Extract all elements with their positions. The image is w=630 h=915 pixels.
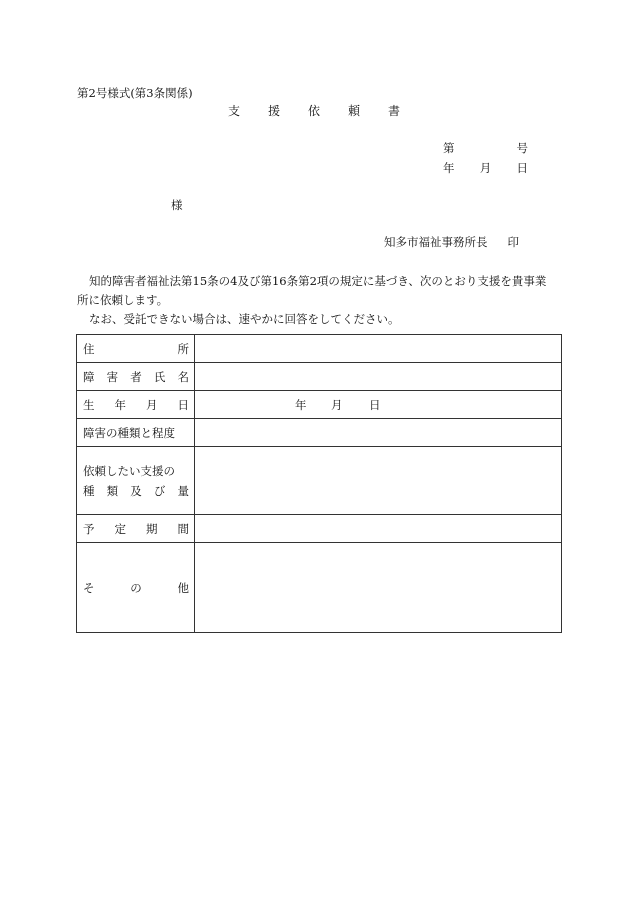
table-row-name (77, 363, 562, 391)
seal-mark: 印 (507, 235, 519, 249)
support-request-label: 依頼したい支援の 種 類 及 び 量 (77, 447, 195, 515)
title-char: 書 (387, 104, 400, 118)
body-paragraph-1: 知的障害者福祉法第15条の4及び第16条第2項の規定に基づき、次のとおり支援を貴事業所に依頼します。 (77, 274, 547, 307)
body-text (77, 272, 555, 329)
address-label: 住 所 (77, 335, 195, 363)
number-prefix: 第 (443, 141, 455, 155)
document-number-line (443, 143, 528, 155)
sender-line (384, 237, 519, 249)
title-char: 頼 (347, 104, 360, 118)
body-paragraph-2: なお、受託できない場合は、速やかに回答をしてください。 (89, 312, 400, 326)
number-suffix: 号 (516, 141, 528, 155)
other-label: そ の 他 (77, 543, 195, 633)
title-char: 依 (307, 104, 320, 118)
support-request-field[interactable] (195, 447, 562, 515)
request-form-table (76, 334, 562, 633)
date-year-label: 年 (443, 161, 455, 175)
table-row-disability (77, 419, 562, 447)
disability-label: 障害の種類と程度 (77, 419, 195, 447)
date-month-label: 月 (479, 161, 492, 175)
table-row-dob (77, 391, 562, 419)
scheduled-period-label: 予 定 期 間 (77, 515, 195, 543)
table-row-address (77, 335, 562, 363)
dob-year-label: 年 (295, 397, 307, 412)
dob-month-label: 月 (331, 397, 343, 412)
table-row-support (77, 447, 562, 515)
disability-field[interactable] (195, 419, 562, 447)
dob-field[interactable] (195, 391, 562, 419)
recipient-honorific: 様 (171, 198, 183, 212)
dob-day-label: 日 (369, 397, 381, 412)
sender-name: 知多市福祉事務所長 (384, 235, 488, 249)
table-row-period (77, 515, 562, 543)
dob-label: 生 年 月 日 (77, 391, 195, 419)
other-field[interactable] (195, 543, 562, 633)
title-char: 援 (267, 104, 280, 118)
person-name-label: 障 害 者 氏 名 (77, 363, 195, 391)
document-title (228, 105, 400, 117)
title-char: 支 (228, 104, 241, 118)
date-day-label: 日 (516, 161, 528, 175)
issue-date-line (443, 163, 528, 175)
table-row-other (77, 543, 562, 633)
address-field[interactable] (195, 335, 562, 363)
person-name-field[interactable] (195, 363, 562, 391)
scheduled-period-field[interactable] (195, 515, 562, 543)
form-number: 第2号様式(第3条関係) (77, 86, 193, 100)
